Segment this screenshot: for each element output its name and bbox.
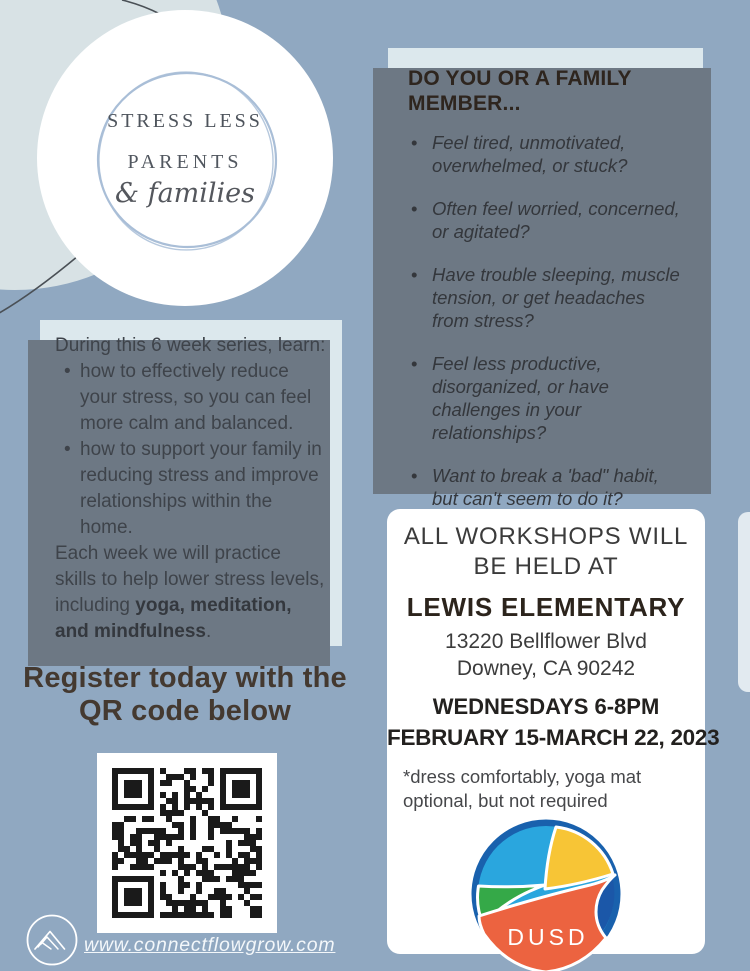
address-line1: 13220 Bellflower Blvd [445,629,647,653]
brand-name-line2: PARENTS [127,151,243,173]
dusd-label: DUSD [507,923,589,950]
workshop-heading: ALL WORKSHOPS WILL BE HELD AT [403,523,689,581]
brand-name-line1: STRESS LESS [107,110,263,132]
brand-logo [37,10,333,306]
question-item: • Have trouble sleeping, muscle tension, or get headaches from stress? [408,264,683,333]
dusd-logo-icon [466,816,626,971]
qr-code-icon [97,753,277,933]
website-link[interactable]: www.connectflowgrow.com [84,934,336,956]
schedule-dates: FEBRUARY 15-MARCH 22, 2023 [387,724,720,750]
address-line2: Downey, CA 90242 [456,656,636,680]
series-intro: During this 6 week series, learn: [55,335,326,356]
questions-panel [388,48,703,509]
questions-heading: DO YOU OR A FAMILY MEMBER... [408,67,632,116]
series-outro-period: . [205,621,212,643]
brand-name-line3: & families [114,178,256,209]
right-edge-shape [738,512,750,692]
qr-code [97,753,277,933]
series-panel [40,320,342,646]
register-heading: Register today with the QR code below [23,662,347,728]
questions-list [408,132,683,510]
venue-name: LEWIS ELEMENTARY [406,591,686,622]
series-outro [55,541,327,645]
question-item: • Feel tired, unmotivated, overwhelmed, or stuck? [408,132,683,178]
question-item: • Feel less productive, disorganized, or have challenges in your relationships? [408,353,683,445]
question-item: • Often feel worried, concerned, or agitated? [408,198,683,244]
mountain-icon [25,913,79,967]
series-outro-text: Each week we will practice skills to help lower stress levels, including [55,543,325,617]
dress-note: *dress comfortably, yoga mat optional, but not required [403,765,642,812]
series-outro-bold: yoga, meditation, and mindfulness [55,595,292,643]
series-bullet: • how to effectively reduce your stress, so you can feel more calm and balanced. [55,359,327,437]
schedule-day: WEDNESDAYS 6-8PM [432,693,660,719]
question-item: • Want to break a 'bad" habit, but can't seem to do it? [408,465,683,511]
series-learn-list [55,359,327,541]
series-bullet: • how to support your family in reducing stress and improve relationships within the home. [55,437,327,541]
workshop-card [387,509,720,954]
